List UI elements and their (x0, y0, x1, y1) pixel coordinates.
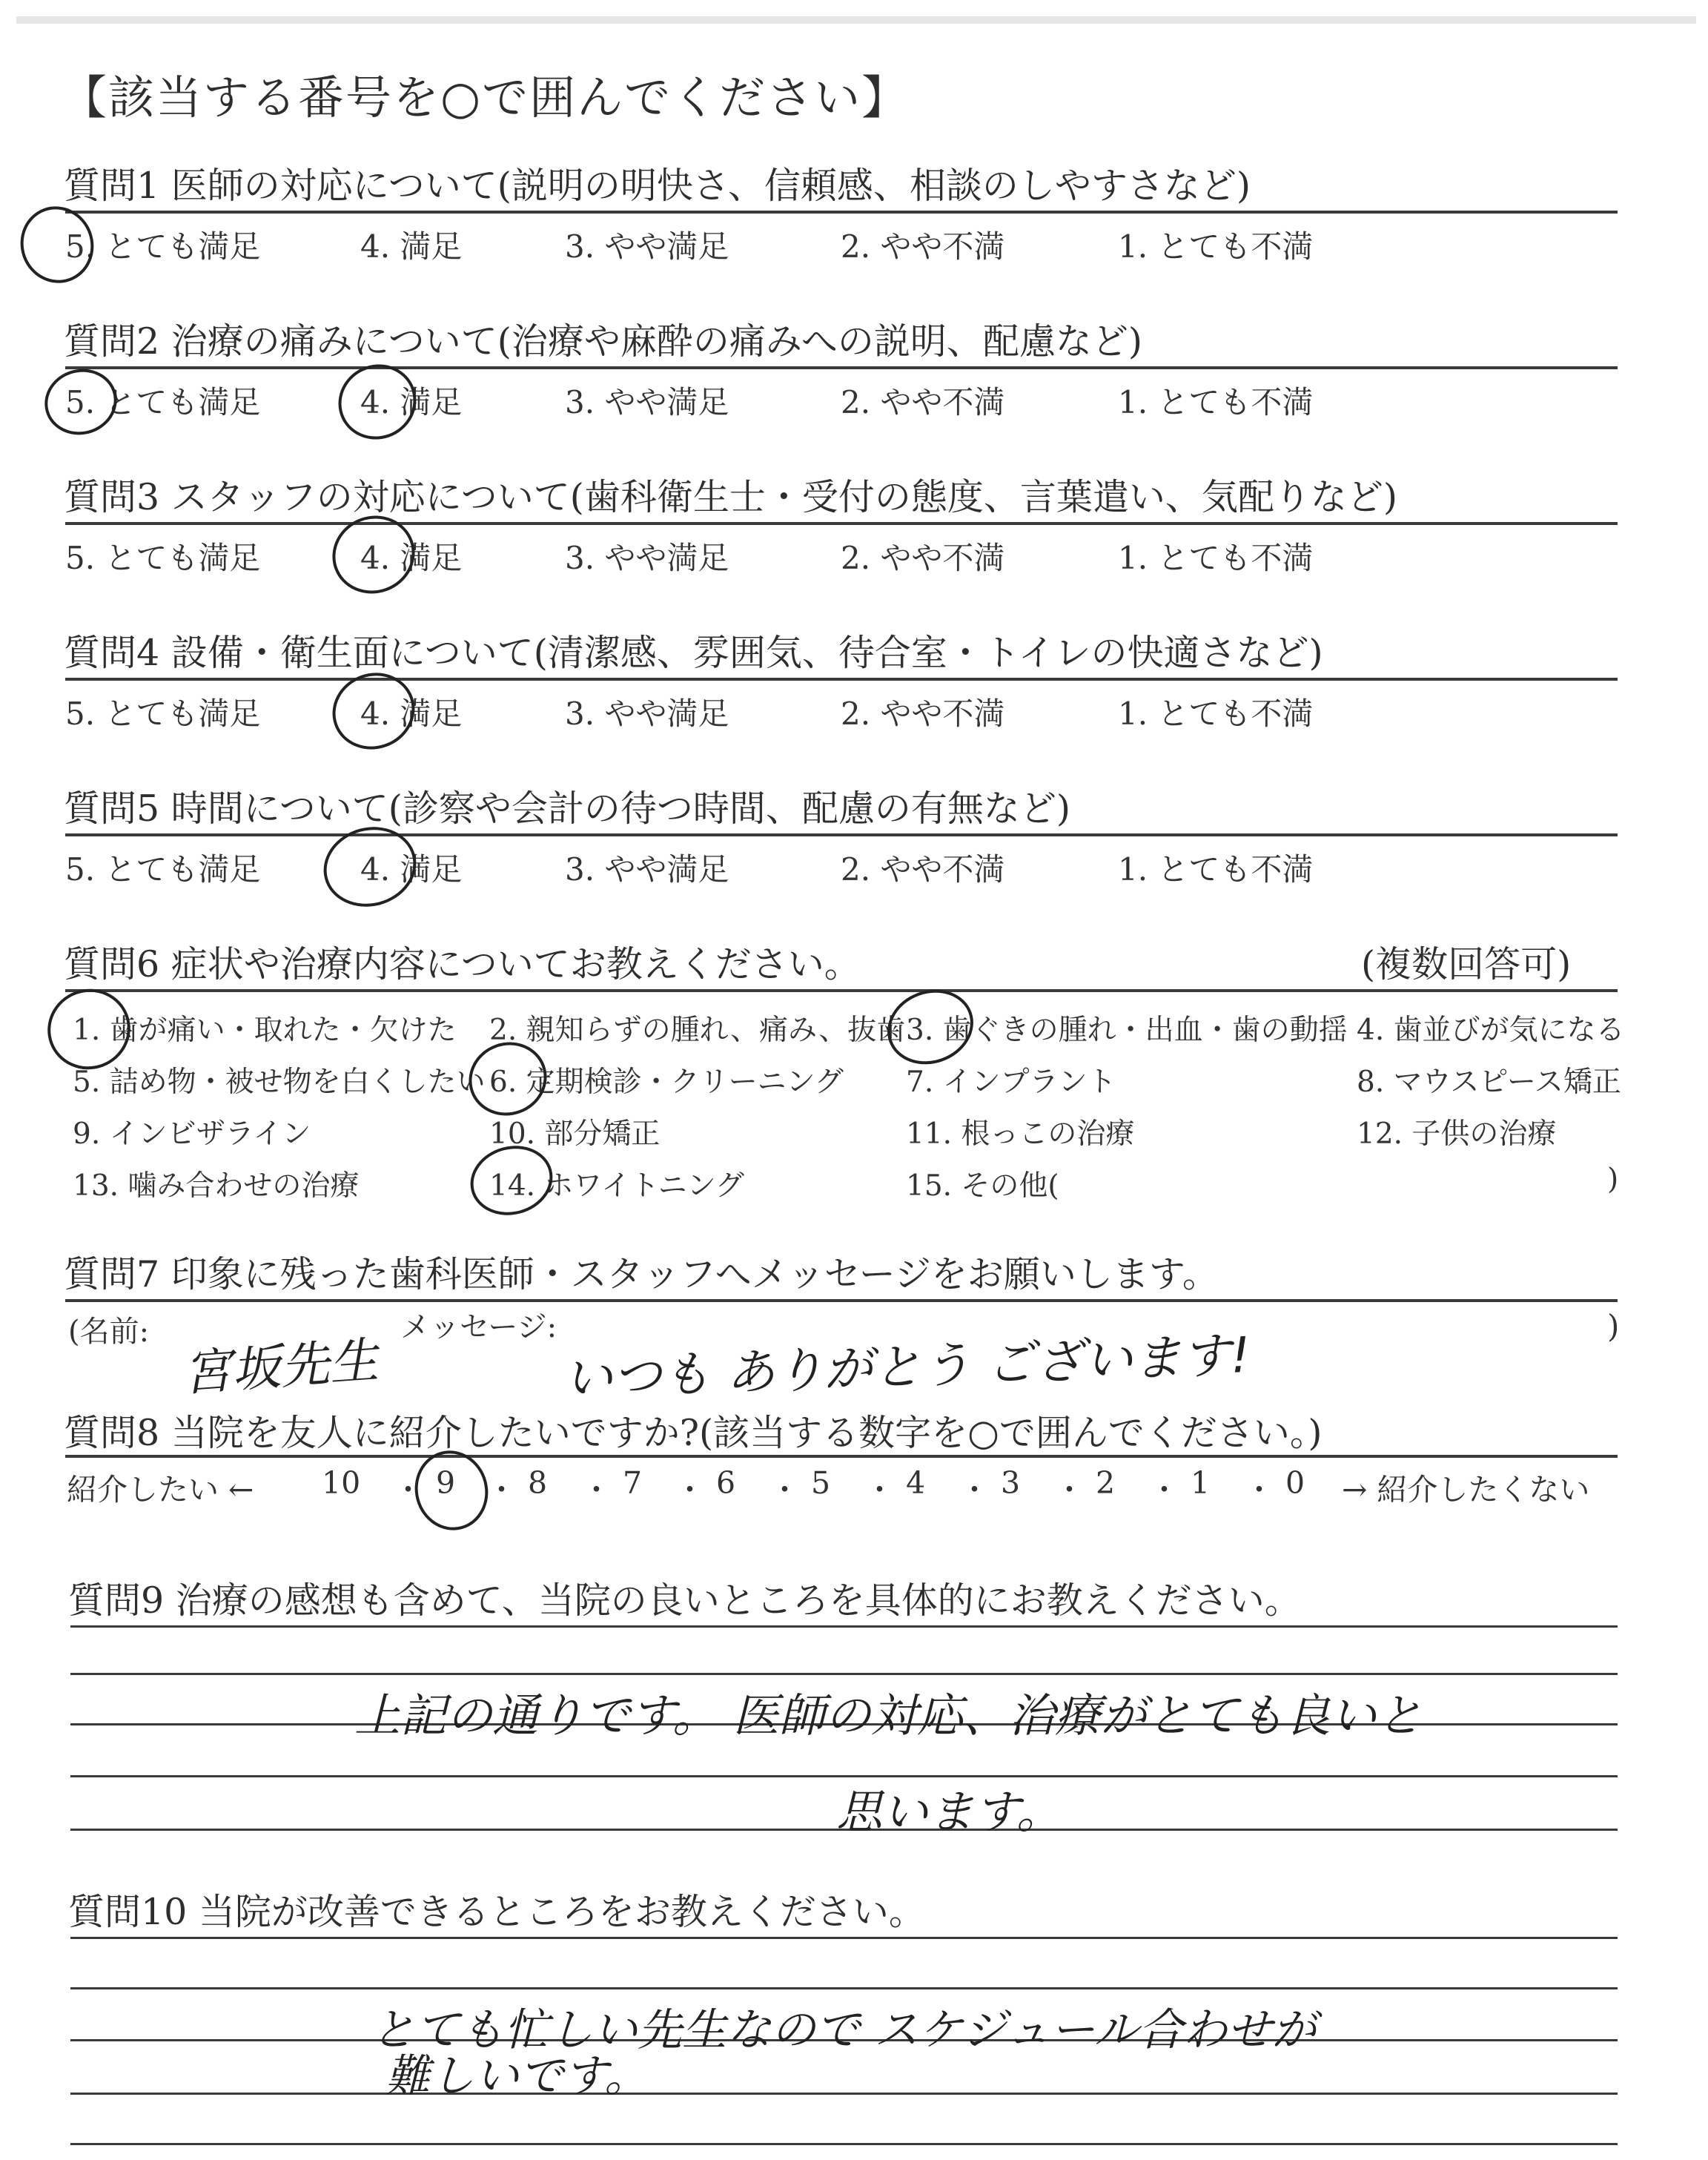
q4-option-3[interactable]: 3. やや満足 (565, 696, 729, 732)
q6-item-1[interactable]: 1. 歯が痛い・取れた・欠けた (73, 1014, 457, 1047)
question-4-title: 質問4 設備・衛生面について(清潔感、雰囲気、待合室・トイレの快適さなど) (64, 632, 1323, 674)
question-7-title: 質問7 印象に残った歯科医師・スタッフへメッセージをお願いします。 (64, 1253, 1219, 1295)
q8-right-label: → 紹介したくない (1342, 1472, 1590, 1507)
q6-item-15[interactable]: 15. その他( (906, 1169, 1059, 1203)
q8-separator-dot: ・ (959, 1472, 990, 1507)
q8-score-1[interactable]: 1 (1191, 1465, 1211, 1501)
q6-item-11[interactable]: 11. 根っこの治療 (906, 1117, 1135, 1151)
q6-item-9[interactable]: 9. インビザライン (73, 1117, 311, 1151)
question-3-title: 質問3 スタッフの対応について(歯科衛生士・受付の態度、言葉遣い、気配りなど) (64, 476, 1398, 518)
q7-message-handwritten: いつも ありがとう ございます! (563, 1326, 1251, 1408)
form-header: 【該当する番号を○で囲んでください】 (61, 70, 910, 125)
question-7-rule (65, 1299, 1618, 1302)
q2-option-3[interactable]: 3. やや満足 (565, 384, 729, 420)
question-5-title: 質問5 時間について(診察や会計の待つ時間、配慮の有無など) (64, 787, 1071, 830)
q4-option-2[interactable]: 2. やや不満 (841, 696, 1005, 732)
q3-option-2[interactable]: 2. やや不満 (841, 540, 1005, 576)
q8-separator-dot: ・ (1244, 1472, 1274, 1507)
question-2-title: 質問2 治療の痛みについて(治療や麻酔の痛みへの説明、配慮など) (64, 320, 1143, 363)
q8-separator-dot: ・ (769, 1472, 800, 1507)
q1-option-2[interactable]: 2. やや不満 (841, 228, 1005, 265)
q8-score-0[interactable]: 0 (1285, 1465, 1305, 1501)
q2-option-2[interactable]: 2. やや不満 (841, 384, 1005, 420)
q5-option-2[interactable]: 2. やや不満 (841, 851, 1005, 888)
q6-item-12[interactable]: 12. 子供の治療 (1357, 1117, 1557, 1151)
q9-answer-handwritten-2: 思います。 (836, 1785, 1063, 1839)
q10-answer-line (70, 2143, 1618, 2145)
question-3-rule (65, 522, 1618, 525)
q10-answer-line (70, 1937, 1618, 1939)
q10-answer-handwritten-1: とても忙しい先生なので スケジュール合わせが (371, 2004, 1317, 2056)
q1-option-4[interactable]: 4. 満足 (360, 228, 463, 265)
q6-item-13[interactable]: 13. 噛み合わせの治療 (73, 1169, 360, 1203)
q8-score-6[interactable]: 6 (716, 1465, 736, 1501)
q3-option-5[interactable]: 5. とても満足 (65, 540, 261, 576)
q1-option-5[interactable]: 5. とても満足 (65, 228, 261, 265)
q8-separator-dot: ・ (1054, 1472, 1085, 1507)
question-5-rule (65, 833, 1618, 836)
q4-option-5[interactable]: 5. とても満足 (65, 696, 261, 732)
q1-option-1[interactable]: 1. とても不満 (1118, 228, 1314, 265)
q6-item-5[interactable]: 5. 詰め物・被せ物を白くしたい (73, 1066, 486, 1099)
q6-item-4[interactable]: 4. 歯並びが気になる (1357, 1014, 1625, 1047)
question-6-rule (65, 989, 1618, 992)
q8-separator-dot: ・ (864, 1472, 895, 1507)
q6-item-6[interactable]: 6. 定期検診・クリーニング (489, 1066, 844, 1099)
q6-item-10[interactable]: 10. 部分矯正 (489, 1117, 661, 1151)
q8-score-10[interactable]: 10 (322, 1465, 361, 1501)
q8-score-3[interactable]: 3 (1001, 1465, 1021, 1501)
q2-option-4[interactable]: 4. 満足 (360, 384, 463, 420)
q2-option-1[interactable]: 1. とても不満 (1118, 384, 1314, 420)
q2-option-5[interactable]: 5. とても満足 (65, 384, 261, 420)
question-1-title: 質問1 医師の対応について(説明の明快さ、信頼感、相談のしやすさなど) (64, 165, 1251, 207)
q7-close-paren: ) (1607, 1308, 1620, 1344)
q5-option-1[interactable]: 1. とても不満 (1118, 851, 1314, 888)
q8-score-5[interactable]: 5 (811, 1465, 831, 1501)
question-4-rule (65, 678, 1618, 681)
q6-item-3[interactable]: 3. 歯ぐきの腫れ・出血・歯の動揺 (906, 1014, 1348, 1047)
question-6-note: (複数回答可) (1361, 943, 1572, 985)
handwritten-circle-q2-5 (37, 361, 124, 443)
q5-option-5[interactable]: 5. とても満足 (65, 851, 261, 888)
question-6-title: 質問6 症状や治療内容についてお教えください。 (64, 943, 861, 985)
q6-item-14[interactable]: 14. ホワイトニング (489, 1169, 744, 1203)
q8-separator-dot: ・ (675, 1472, 705, 1507)
q6-item-2[interactable]: 2. 親知らずの腫れ、痛み、抜歯 (489, 1014, 906, 1047)
q6-item-8[interactable]: 8. マウスピース矯正 (1357, 1066, 1621, 1099)
q9-answer-handwritten-1: 上記の通りです。 医師の対応、治療がとても良いと (354, 1688, 1423, 1743)
q8-separator-dot: ・ (393, 1472, 423, 1507)
q8-separator-dot: ・ (486, 1472, 517, 1507)
q6-item-15-close: ) (1607, 1163, 1619, 1196)
question-8-rule (65, 1455, 1618, 1458)
q7-message-label: メッセージ: (400, 1310, 557, 1344)
q6-item-7[interactable]: 7. インプラント (906, 1066, 1116, 1099)
q5-option-4[interactable]: 4. 満足 (360, 851, 463, 888)
q8-score-2[interactable]: 2 (1096, 1465, 1116, 1501)
handwritten-circle-q4-4 (322, 661, 426, 761)
q9-answer-line (70, 1673, 1618, 1675)
q9-answer-line (70, 1625, 1618, 1628)
q8-score-9[interactable]: 9 (436, 1465, 456, 1501)
q3-option-1[interactable]: 1. とても不満 (1118, 540, 1314, 576)
q7-name-label: (名前: (68, 1315, 150, 1349)
question-1-rule (65, 211, 1618, 214)
q10-answer-line (70, 1987, 1618, 1989)
q5-option-3[interactable]: 3. やや満足 (565, 851, 729, 888)
q3-option-4[interactable]: 4. 満足 (360, 540, 463, 576)
q10-answer-line (70, 2093, 1618, 2095)
q4-option-4[interactable]: 4. 満足 (360, 696, 463, 732)
q10-answer-handwritten-2: 難しいです。 (385, 2050, 649, 2102)
q1-option-3[interactable]: 3. やや満足 (565, 228, 729, 265)
q8-left-label: 紹介したい ← (67, 1472, 254, 1507)
question-10-title: 質問10 当院が改善できるところをお教えください。 (68, 1891, 925, 1933)
q3-option-3[interactable]: 3. やや満足 (565, 540, 729, 576)
q8-score-8[interactable]: 8 (528, 1465, 548, 1501)
question-2-rule (65, 366, 1618, 369)
page-top-edge (16, 16, 1696, 24)
q7-name-handwritten: 宮坂先生 (181, 1331, 380, 1403)
question-8-title: 質問8 当院を友人に紹介したいですか?(該当する数字を○で囲んでください。) (64, 1412, 1323, 1454)
q8-separator-dot: ・ (581, 1472, 612, 1507)
q8-score-7[interactable]: 7 (623, 1465, 643, 1501)
q8-score-4[interactable]: 4 (906, 1465, 926, 1501)
q4-option-1[interactable]: 1. とても不満 (1118, 696, 1314, 732)
q8-separator-dot: ・ (1149, 1472, 1179, 1507)
question-9-title: 質問9 治療の感想も含めて、当院の良いところを具体的にお教えください。 (68, 1579, 1301, 1622)
